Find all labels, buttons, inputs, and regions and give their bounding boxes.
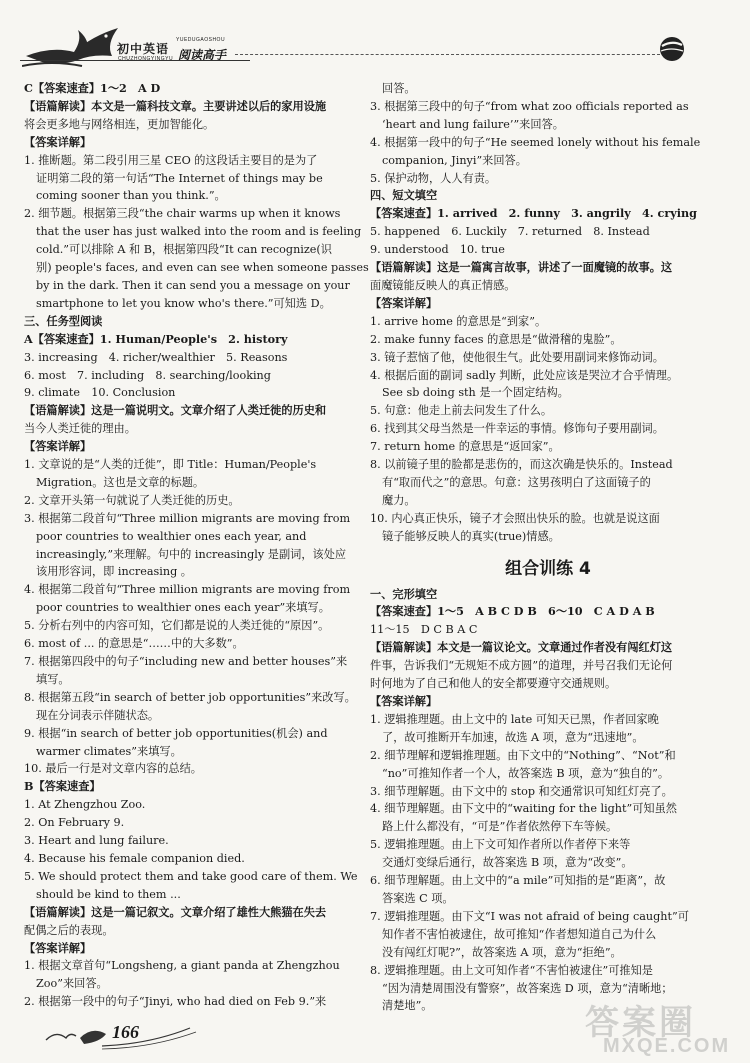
text-line: 【答案速查】1～5 A B C D B 6～10 C A D A B [370,604,655,619]
text-line: A【答案速查】1. Human/People's 2. history [24,331,288,346]
text-line: “因为清楚周围没有警察”，故答案选 D 项，意为“清晰地； [382,981,673,995]
text-line: 魔力。 [382,493,416,507]
text-line: 5. happened 6. Luckily 7. returned 8. Instead [370,225,650,239]
text-line: companion, Jinyi”来回答。 [382,153,527,167]
dolphin-logo-icon [22,16,122,70]
section-title: 组合训练 4 [505,558,591,579]
text-line: 4. 细节理解题。由下文中的“waiting for the light”可知虽然 [370,802,677,816]
text-line: 1. 根据文章首句“Longsheng, a giant panda at Zhengzhou [24,959,340,973]
text-line: 1. arrive home 的意思是“到家”。 [370,314,547,328]
brand-title: 初中英语 [117,42,170,56]
text-line: 三、任务型阅读 [24,314,103,328]
text-line: 6. 找到其父母当然是一件幸运的事情。修饰句子要用副词。 [370,422,664,436]
text-line: 件事，告诉我们“无规矩不成方圆”的道理，并号召我们无论何 [370,659,673,673]
brand-pinyin-top: YUEDUGAOSHOU [176,37,226,43]
text-line: 别) people's faces, and even can see when someone passes [36,261,369,275]
text-line: 5. 句意：他走上前去问发生了什么。 [370,404,553,418]
watermark-bottom: MXQE.COM [603,1035,731,1057]
text-line: 有“取而代之”的意思。句意：这男孩明白了这面镜子的 [382,475,651,489]
text-line: 5. 逻辑推理题。由上下文可知作者所以作者停下来等 [370,838,631,852]
text-line: 将会更多地与网络相连，更加智能化。 [24,117,215,131]
text-line: 8. 逻辑推理题。由上文可知作者“不害怕被逮住”可推知是 [370,963,653,977]
text-line: C【答案速查】1～2 A D [24,81,161,95]
header-divider-dashed [235,54,660,55]
text-line: 【语篇解读】本文是一篇议论文。文章通过作者没有闯红灯这 [370,640,673,655]
text-line: Zoo”来回答。 [36,977,108,991]
page-header [0,0,750,72]
text-line: ‘heart and lung failure’”来回答。 [382,117,564,131]
text-line: 该用形容词，即 increasing 。 [36,565,192,579]
right-column-bottom [370,586,726,1016]
text-line: 【答案速查】1. arrived 2. funny 3. angrily 4. crying [370,206,697,221]
text-line: that the user has just walked into the room and is feeling [36,225,362,239]
text-line: See sb doing sth 是一个固定结构。 [382,386,569,400]
text-line: 3. 根据第三段中的句子“from what zoo officials reported as [370,99,689,113]
text-line: 回答。 [382,82,416,95]
text-line: 9. understood 10. true [370,243,505,257]
text-line: cold.”可以排除 A 和 B，根据第四段“It can recognize(识 [36,243,332,257]
text-line: “no”可推知作者一个人，故答案选 B 项，意为“独自的”。 [382,766,670,780]
text-line: 知作者不害怕被逮住，故可推知“作者想知道自己为什么 [382,927,657,941]
brand-pinyin-bottom: CHUZHONGYINGYU [118,56,174,62]
text-line: 4. Because his female companion died. [24,851,245,865]
text-line: 2. On February 9. [24,816,125,830]
text-line: 4. 根据第一段中的句子“He seemed lonely without his female [370,135,701,149]
right-column-top [370,80,726,546]
text-line: coming sooner than you think.”。 [36,189,226,203]
text-line: 了，故可推断开车加速，故选 A 项，意为“迅速地”。 [382,730,644,744]
text-line: 【答案详解】 [370,295,438,310]
text-line: 1. 逻辑推理题。由上文中的 late 可知天已黑，作者回家晚 [370,712,659,726]
brand-subtitle: 阅读高手 [178,48,227,62]
text-line: 6. 细节理解题。由上文中的“a mile”可知指的是“距离”，故 [370,874,666,888]
text-line: 【答案详解】 [24,940,92,955]
text-line: 四、短文填空 [370,189,438,203]
text-line: Migration。这也是文章的标题。 [36,475,205,489]
text-line: poor countries to wealthier ones each year”来填写。 [36,601,330,615]
text-line: 7. return home 的意思是“返回家”。 [370,440,560,454]
ball-icon [659,36,685,62]
text-line: 2. 文章开头第一句就说了人类迁徙的历史。 [24,493,240,507]
text-line: 1. At Zhengzhou Zoo. [24,798,146,812]
text-line: 4. 根据第二段首句“Three million migrants are moving from [24,583,351,597]
text-line: should be kind to them ... [36,887,181,901]
text-line: 2. 根据第一段中的句子“Jinyi, who had died on Feb 9.”来 [24,995,327,1009]
text-line: 答案选 C 项。 [382,891,454,905]
right-column [370,80,726,1015]
text-line: 5. 保护动物，人人有责。 [370,171,497,185]
text-line: 5. We should protect them and take good care of them. We [24,869,358,883]
text-line: 2. make funny faces 的意思是“做滑稽的鬼脸”。 [370,332,622,346]
text-line: 配偶之后的表现。 [24,923,114,937]
text-line: 没有闯红灯呢?”，故答案选 A 项，意为“拒绝”。 [382,945,622,959]
text-line: 2. 细节理解和逻辑推理题。由下文中的“Nothing”、“Not”和 [370,748,676,762]
text-line: 清楚地”。 [382,999,433,1013]
text-line: 时何地为了自己和他人的安全都要遵守交通规则。 [370,677,617,691]
text-line: 6. most 7. including 8. searching/looking [24,368,271,382]
text-line: 7. 根据第四段中的句子“including new and better houses”来 [24,655,348,668]
text-line: 7. 逻辑推理题。由下文“I was not afraid of being caught”可 [370,909,689,923]
text-line: 【答案详解】 [24,439,92,454]
text-line: 9. climate 10. Conclusion [24,386,176,400]
text-line: 9. 根据“in search of better job opportunities(机会) and [24,726,328,740]
header-divider-solid [20,60,250,61]
left-column [24,80,374,1011]
text-line: 2. 细节题。根据第三段“the chair warms up when it knows [24,207,341,221]
text-line: 10. 最后一行是对文章内容的总结。 [24,762,202,776]
watermark [585,995,745,1059]
text-line: 交通灯变绿后通行，故答案选 B 项，意为“改变”。 [382,856,633,870]
text-line: poor countries to wealthier ones each year, and [36,529,307,543]
text-line: 3. 根据第二段首句“Three million migrants are moving from [24,511,351,525]
text-line: 【语篇解读】这是一篇说明文。文章介绍了人类迁徙的历史和 [24,403,327,418]
text-line: 镜子能够反映人的真实(true)情感。 [382,529,560,543]
text-line: 【语篇解读】本文是一篇科技文章。主要讲述以后的家用设施 [24,98,327,113]
text-line: 现在分词表示伴随状态。 [36,708,160,722]
text-line: 【答案详解】 [24,134,92,149]
text-line: 10. 内心真正快乐，镜子才会照出快乐的脸。也就是说这面 [370,511,660,525]
text-line: 5. 分析右列中的内容可知，它们都是说的人类迁徙的“原因”。 [24,619,330,633]
text-line: smartphone to let you know who's there.”可知选 D。 [36,296,331,310]
text-line: 8. 根据第五段“in search of better job opportunities”来改写。 [24,690,356,704]
text-line: 3. 细节理解题。由下文中的 stop 和交通常识可知红灯亮了。 [370,784,673,798]
text-line: 【语篇解读】这是一篇记叙文。文章介绍了雄性大熊猫在失去 [24,904,327,919]
text-line: 【答案详解】 [370,694,438,708]
text-line: 8. 以前镜子里的脸都是悲伤的，而这次确是快乐的。Instead [370,458,673,472]
text-line: 填写。 [36,672,70,686]
text-line: B【答案速查】 [24,779,101,794]
text-line: 1. 推断题。第二段引用三星 CEO 的这段话主要目的是为了 [24,153,318,167]
text-line: 一、完形填空 [370,587,438,601]
text-line: 当今人类迁徙的理由。 [24,422,136,436]
text-line: 3. 镜子惹恼了他，使他很生气。此处要用副词来修饰动词。 [370,350,664,364]
text-line: 3. Heart and lung failure. [24,834,169,848]
text-line: warmer climates”来填写。 [36,744,182,758]
text-line: 1. 文章说的是“人类的迁徙”，即 Title：Human/People's [24,458,317,472]
page-number: 166 [112,1022,139,1042]
text-line: by in the dark. Then it can send you a message on your [36,278,350,292]
text-line: 【语篇解读】这是一篇寓言故事，讲述了一面魔镜的故事。这 [370,260,673,275]
text-line: 3. increasing 4. richer/wealthier 5. Reasons [24,350,288,364]
text-line: 证明第二段的第一句话“The Internet of things may be [36,171,323,185]
text-line: 11～15 D C B A C [370,623,478,637]
text-line: 路上什么都没有，“可是”作者依然停下车等候。 [382,820,618,834]
text-line: 6. most of ... 的意思是“……中的大多数”。 [24,637,244,651]
text-line: 4. 根据后面的副词 sadly 判断，此处应该是哭泣才合乎情理。 [370,368,679,382]
text-line: increasingly,”来理解。句中的 increasingly 是副词，该处应 [36,547,347,561]
watermark-top: 答案圈 [585,1003,696,1043]
text-line: 面魔镜能反映人的真正情感。 [370,278,516,292]
